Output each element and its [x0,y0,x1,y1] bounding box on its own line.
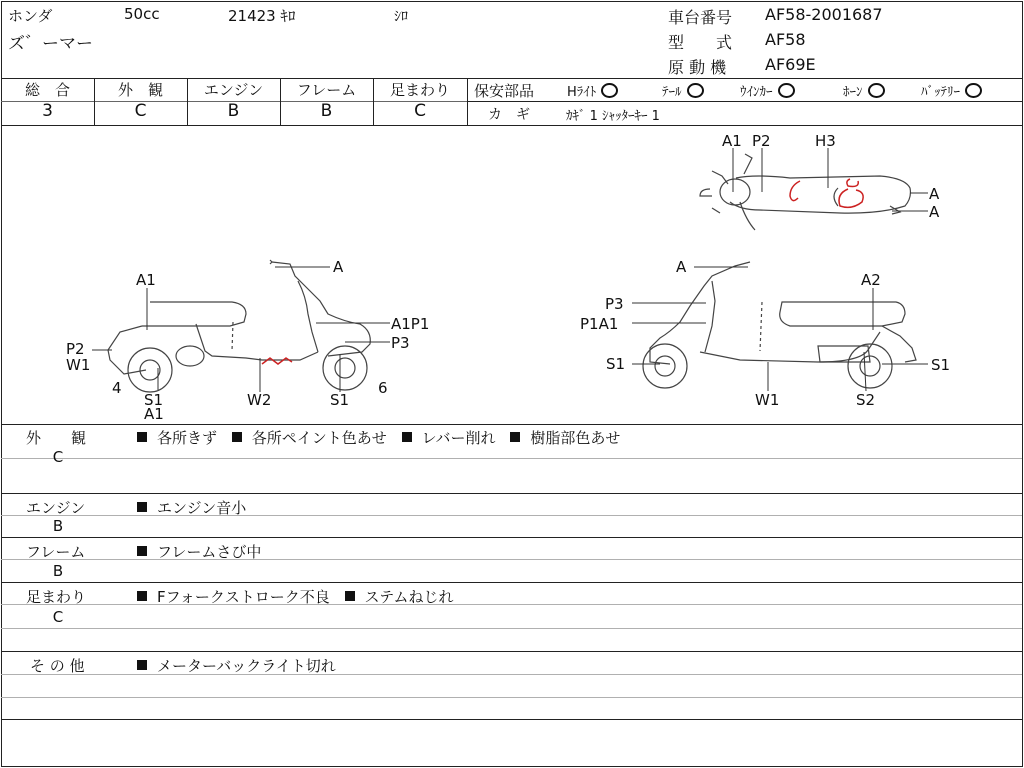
maker: ホンダ [8,7,53,25]
label-left-w1: W1 [66,356,91,374]
label-right-w1: W1 [755,391,780,409]
remark-suspension-label: 足まわり [26,588,87,606]
grade-engine-label: エンジン [203,81,264,99]
ok-mark-icon [601,83,618,98]
label-left-6: 6 [378,379,388,397]
frame-no-label: 車台番号 [668,8,733,27]
safety-item-tail: ﾃｰﾙ [662,81,704,100]
label-left-a1p1: A1P1 [391,315,430,333]
bullet-square-icon [232,432,242,442]
grade-suspension-value: C [414,101,426,121]
model-name: ズ゛ーマー [8,34,93,54]
remark-engine-items: エンジン音小 [137,497,246,518]
remark-suspension-grade: C [52,608,64,626]
remark-exterior-items: 各所きず 各所ペイント色あせ レバー削れ 樹脂部色あせ [137,427,620,448]
remark-exterior-grade: C [52,448,64,466]
label-top-h3: H3 [815,132,836,150]
grade-suspension-label: 足まわり [389,81,450,99]
grade-total-value: 3 [42,101,53,121]
frame-no: AF58-2001687 [765,5,883,24]
remark-frame-label: フレーム [26,543,86,561]
grade-frame-label: フレーム [296,81,357,99]
grade-exterior-label: 外 観 [117,81,163,99]
remark-suspension-items: Fフォークストローク不良 ステムねじれ [137,586,453,607]
safety-item-battery: ﾊﾞｯﾃﾘｰ [921,81,982,100]
displacement: 50cc [124,5,160,23]
remark-exterior-label: 外 観 [26,429,87,447]
color: ｼﾛ [394,9,408,25]
label-right-s2: S2 [856,391,876,409]
label-right-a2: A2 [861,271,881,289]
remark-other-label: そ の 他 [30,657,85,675]
label-right-a: A [676,258,687,276]
label-left-p2: P2 [66,340,85,358]
label-top-a-2: A [929,203,940,221]
diagram-labels [66,132,950,423]
grade-frame-value: B [320,101,333,121]
label-left-p3: P3 [391,334,410,352]
key-value: ｶｷﾞ 1 ｼｬｯﾀｰｷｰ 1 [566,109,660,124]
label-left-a1: A1 [136,271,156,289]
type-label: 型 式 [668,33,733,52]
remark-frame-grade: B [52,562,64,580]
bullet-square-icon [137,502,147,512]
grade-total-label: 総 合 [24,81,70,99]
remark-engine-grade: B [52,517,64,535]
label-left-w2: W2 [247,391,272,409]
label-right-s1-front: S1 [606,355,626,373]
mileage: 21423 ｷﾛ [228,7,296,25]
bullet-square-icon [137,546,147,556]
safety-item-horn: ﾎｰﾝ [843,81,885,100]
label-left-a1-bottom: A1 [144,405,164,423]
ok-mark-icon [965,83,982,98]
label-right-p1a1: P1A1 [580,315,619,333]
bullet-square-icon [402,432,412,442]
damage-diagram [0,126,1024,424]
ok-mark-icon [687,83,704,98]
damage-marks [262,179,863,364]
bullet-square-icon [510,432,520,442]
scooter-top-view [700,154,910,230]
label-top-a-1: A [929,185,940,203]
bullet-square-icon [137,432,147,442]
label-left-s1: S1 [144,391,164,409]
remark-engine-label: エンジン [26,499,86,517]
label-right-s1-rear: S1 [931,356,951,374]
ok-mark-icon [868,83,885,98]
leader-lines [92,148,928,392]
label-right-p3: P3 [605,295,624,313]
grade-exterior-value: C [134,101,147,121]
label-top-a1: A1 [722,132,742,150]
key-label: カ ギ [488,107,530,123]
bullet-square-icon [137,660,147,670]
label-left-a: A [333,258,344,276]
remark-other-items: メーターバックライト切れ [137,655,336,676]
ok-mark-icon [778,83,795,98]
engine-value: AF69E [765,55,816,74]
safety-item-winker: ｳｲﾝｶｰ [740,81,795,100]
type-value: AF58 [765,30,806,49]
safety-item-headlight: Hﾗｲﾄ [567,81,618,100]
label-left-4: 4 [112,379,122,397]
remark-frame-items: フレームさび中 [137,541,261,562]
engine-label: 原 動 機 [668,58,727,77]
label-left-s1-rear: S1 [330,391,350,409]
bullet-square-icon [137,591,147,601]
grade-engine-value: B [227,101,240,121]
bullet-square-icon [345,591,355,601]
safety-label: 保安部品 [474,82,535,100]
label-top-p2: P2 [752,132,771,150]
